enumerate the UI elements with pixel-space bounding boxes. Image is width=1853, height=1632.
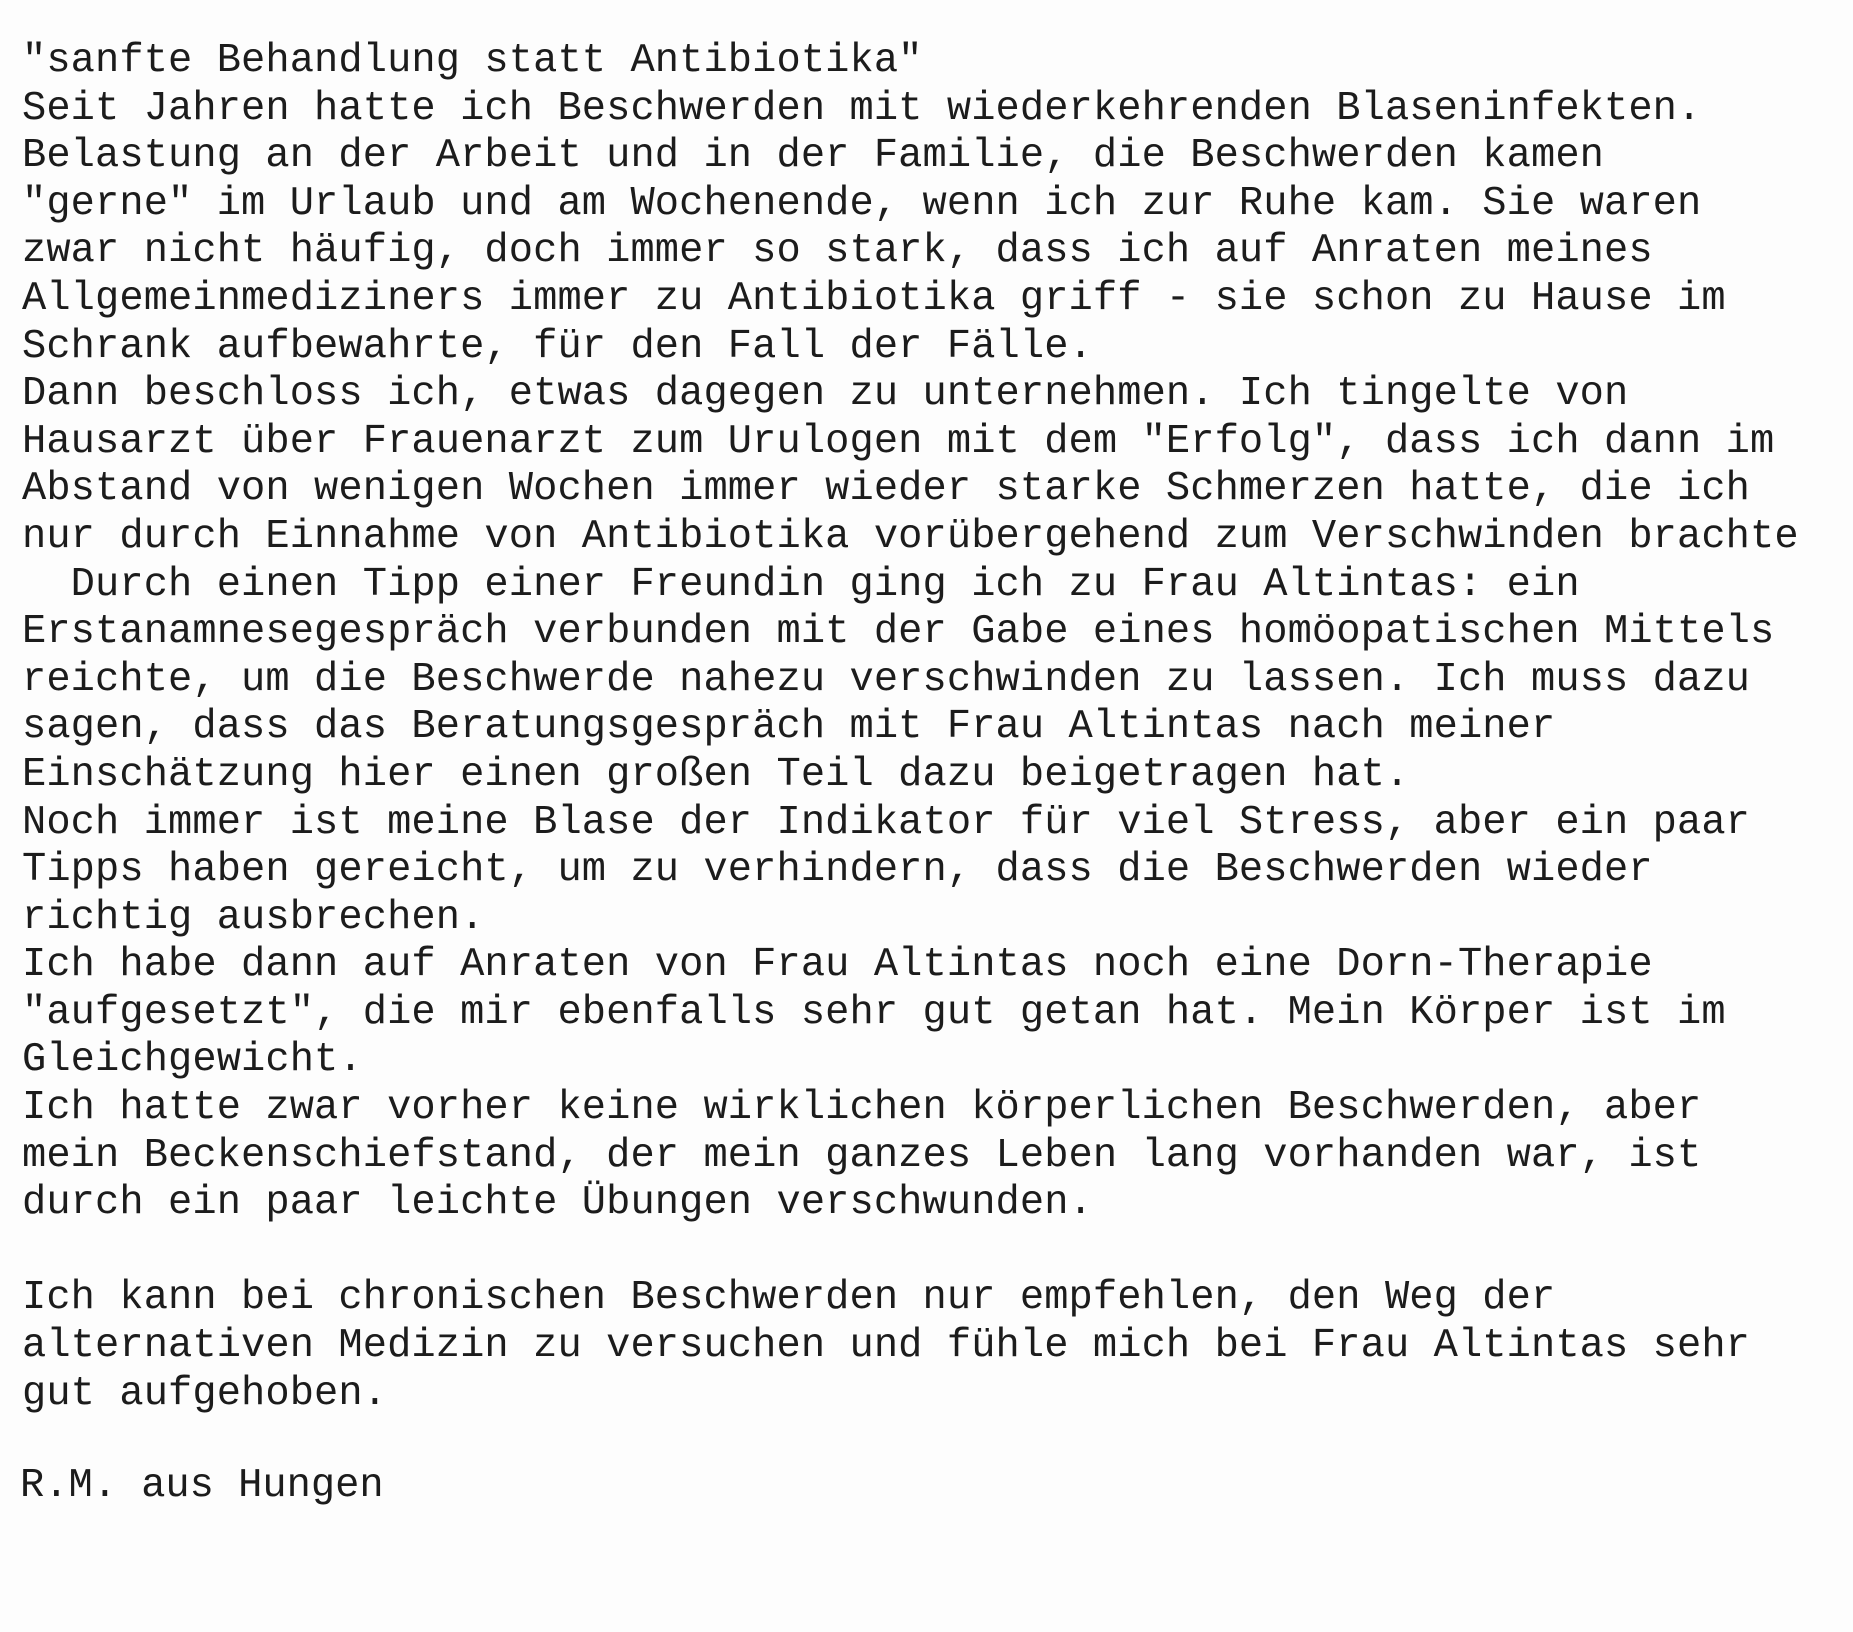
text-line: Gleichgewicht. bbox=[22, 1037, 363, 1084]
text-line: durch ein paar leichte Übungen verschwunden. bbox=[22, 1180, 1093, 1227]
text-line: richtig ausbrechen. bbox=[22, 894, 485, 941]
text-line: Ich habe dann auf Anraten von Frau Altintas noch eine Dorn-Therapie bbox=[22, 942, 1653, 989]
letter-title: "sanfte Behandlung statt Antibiotika" bbox=[22, 38, 923, 84]
text-line: Ich hatte zwar vorher keine wirklichen körperlichen Beschwerden, aber bbox=[22, 1085, 1702, 1132]
closing-line: Ich kann bei chronischen Beschwerden nur empfehlen, den Weg der bbox=[22, 1275, 1556, 1322]
text-line: Erstanamnesegespräch verbunden mit der Gabe eines homöopatischen Mittels bbox=[22, 609, 1775, 656]
text-line: Allgemeinmediziners immer zu Antibiotika griff - sie schon zu Hause im bbox=[22, 275, 1726, 322]
text-line: Durch einen Tipp einer Freundin ging ich zu Frau Altintas: ein bbox=[22, 561, 1580, 608]
paragraph-gap bbox=[22, 1228, 1847, 1276]
text-line: Dann beschloss ich, etwas dagegen zu unternehmen. Ich tingelte von bbox=[22, 371, 1629, 418]
text-line: Seit Jahren hatte ich Beschwerden mit wiederkehrenden Blaseninfekten. bbox=[22, 85, 1702, 132]
closing-line: gut aufgehoben. bbox=[22, 1370, 388, 1417]
text-line: reichte, um die Beschwerde nahezu verschwinden zu lassen. Ich muss dazu bbox=[22, 656, 1751, 703]
text-line: "aufgesetzt", die mir ebenfalls sehr gut getan hat. Mein Körper ist im bbox=[22, 989, 1726, 1036]
text-line: Abstand von wenigen Wochen immer wieder starke Schmerzen hatte, die ich bbox=[22, 466, 1751, 513]
signature: R.M. aus Hungen bbox=[20, 1463, 384, 1509]
text-line: Schrank aufbewahrte, für den Fall der Fälle. bbox=[22, 323, 1093, 370]
text-line: Hausarzt über Frauenarzt zum Urulogen mit dem "Erfolg", dass ich dann im bbox=[22, 418, 1775, 465]
letter-body bbox=[22, 38, 1847, 1418]
text-line: Belastung an der Arbeit und in der Familie, die Beschwerden kamen bbox=[22, 133, 1604, 180]
text-line: Einschätzung hier einen großen Teil dazu beigetragen hat. bbox=[22, 751, 1410, 798]
text-line: Tipps haben gereicht, um zu verhindern, dass die Beschwerden wieder bbox=[22, 847, 1653, 894]
text-line: nur durch Einnahme von Antibiotika vorübergehend zum Verschwinden brachte bbox=[22, 513, 1799, 560]
text-line: zwar nicht häufig, doch immer so stark, dass ich auf Anraten meines bbox=[22, 228, 1653, 275]
text-line: mein Beckenschiefstand, der mein ganzes Leben lang vorhanden war, ist bbox=[22, 1132, 1702, 1179]
text-line: "gerne" im Urlaub und am Wochenende, wenn ich zur Ruhe kam. Sie waren bbox=[22, 180, 1702, 227]
text-line: Noch immer ist meine Blase der Indikator für viel Stress, aber ein paar bbox=[22, 799, 1751, 846]
text-line: sagen, dass das Beratungsgespräch mit Frau Altintas nach meiner bbox=[22, 704, 1556, 751]
closing-line: alternativen Medizin zu versuchen und fühle mich bei Frau Altintas sehr bbox=[22, 1323, 1751, 1370]
